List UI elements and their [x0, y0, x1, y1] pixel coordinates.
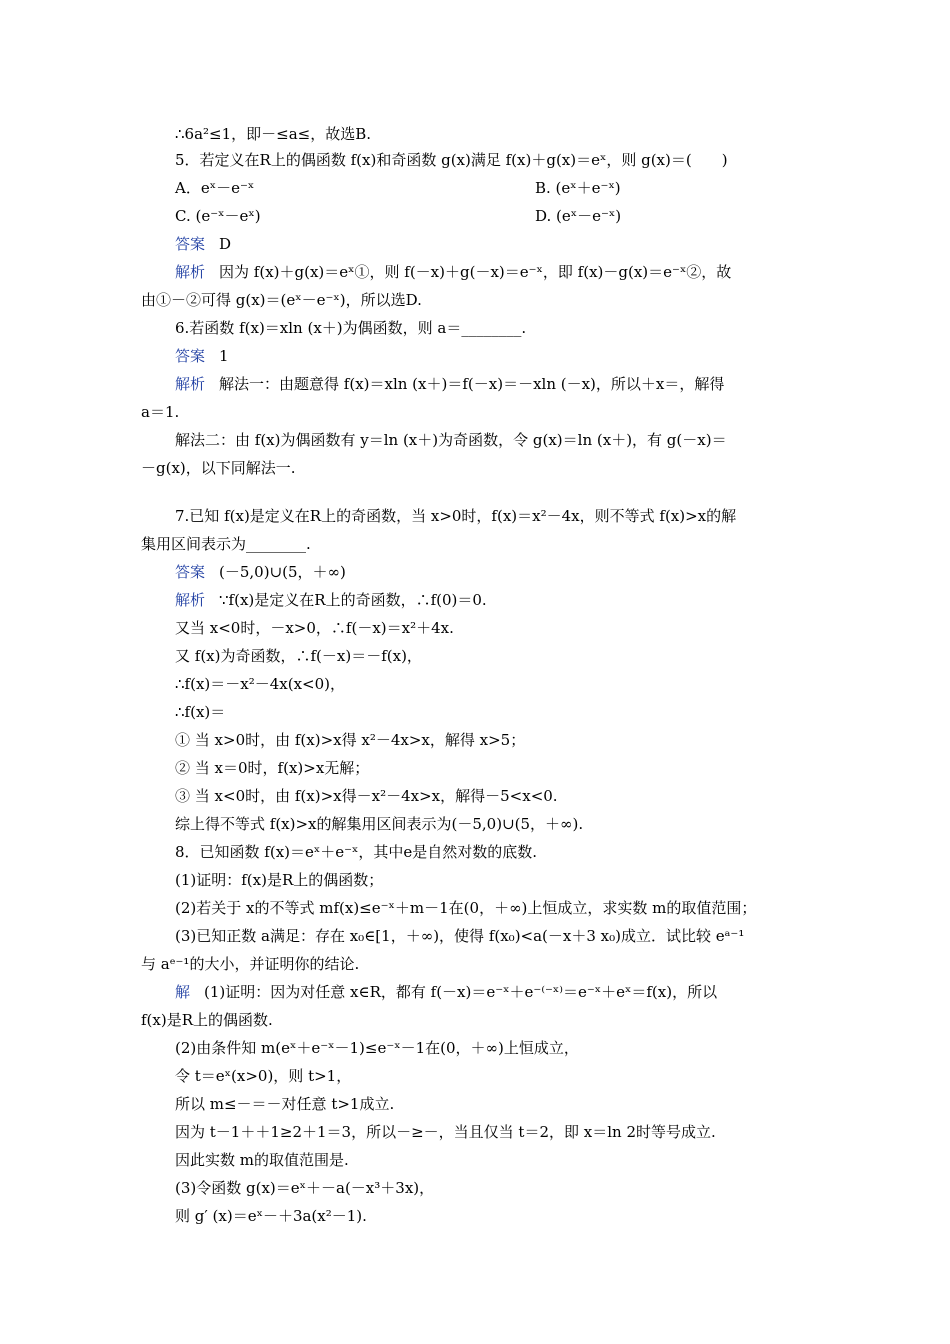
- option-b: B. (eˣ＋e⁻ˣ): [535, 179, 621, 197]
- question-5: 5．若定义在R上的偶函数 f(x)和奇函数 g(x)满足 f(x)＋g(x)＝eˣ，则 g(x)＝( ): [175, 151, 728, 169]
- question-8: 8．已知函数 f(x)＝eˣ＋e⁻ˣ，其中e是自然对数的底数.: [175, 843, 538, 861]
- text-line: f(x)是R上的偶函数.: [141, 1011, 273, 1029]
- label-tag: 答案: [175, 563, 206, 581]
- text-line: ∴f(x)＝－x²－4x(x<0)，: [175, 675, 346, 693]
- text-line: －g(x)，以下同解法一.: [141, 459, 296, 477]
- question-6: 6.若函数 f(x)＝xln (x＋)为偶函数，则 a＝________.: [175, 319, 527, 337]
- text-line: ∴6a²≤1，即－≤a≤，故选B.: [175, 125, 372, 143]
- label-tag: 解析: [175, 263, 206, 281]
- text-line: 因为 t－1＋＋1≥2＋1＝3，所以－≥－，当且仅当 t＝2，即 x＝ln 2时等号成立.: [175, 1123, 716, 1141]
- text-line: 又 f(x)为奇函数，∴f(－x)＝－f(x)，: [175, 647, 422, 665]
- solution-line: 解 (1)证明：因为对任意 x∈R，都有 f(－x)＝e⁻ˣ＋e⁻⁽⁻ˣ⁾＝e⁻ˣ＋eˣ＝f(x)，所以: [175, 983, 718, 1001]
- text-line: 综上得不等式 f(x)>x的解集用区间表示为(－5,0)∪(5，＋∞).: [175, 815, 584, 833]
- option-d: D. (eˣ－e⁻ˣ): [535, 207, 622, 225]
- text-line: (1)证明：f(x)是R上的偶函数；: [175, 871, 384, 889]
- label-tag: 答案: [175, 235, 206, 253]
- analysis-line: 解析 ∵f(x)是定义在R上的奇函数，∴f(0)＝0.: [175, 591, 487, 609]
- text-line: ② 当 x＝0时，f(x)>x无解；: [175, 759, 370, 777]
- analysis-line: 解析 解法一：由题意得 f(x)＝xln (x＋)＝f(－x)＝－xln (－x)，所以＋x＝，解得: [175, 375, 725, 393]
- text-line: 所以 m≤－＝－对任意 t>1成立.: [175, 1095, 395, 1113]
- label-tag: 解析: [175, 375, 206, 393]
- label-tag: 解: [175, 983, 191, 1001]
- option-c: C. (e⁻ˣ－eˣ): [175, 207, 261, 225]
- text-line: 解法二：由 f(x)为偶函数有 y＝ln (x＋)为奇函数，令 g(x)＝ln (x＋)，有 g(－x)＝: [175, 431, 727, 449]
- answer-line: 答案 (－5,0)∪(5，＋∞): [175, 563, 346, 581]
- text-line: a＝1.: [141, 403, 180, 421]
- text-line: ③ 当 x<0时，由 f(x)>x得－x²－4x>x，解得－5<x<0.: [175, 787, 558, 805]
- text-line: 又当 x<0时，－x>0，∴f(－x)＝x²＋4x.: [175, 619, 454, 637]
- label-tag: 解析: [175, 591, 206, 609]
- text-line: 因此实数 m的取值范围是.: [175, 1151, 349, 1169]
- analysis-line: 解析 因为 f(x)＋g(x)＝eˣ①，则 f(－x)＋g(－x)＝e⁻ˣ，即 f(x)－g(x)＝e⁻ˣ②，故: [175, 263, 732, 281]
- label-tag: 答案: [175, 347, 206, 365]
- text-line: ① 当 x>0时，由 f(x)>x得 x²－4x>x，解得 x>5；: [175, 731, 526, 749]
- text-line: ∴f(x)＝: [175, 703, 226, 721]
- text-line: 则 g′ (x)＝eˣ－＋3a(x²－1).: [175, 1207, 367, 1225]
- text-line: 与 aᵉ⁻¹的大小，并证明你的结论.: [141, 955, 360, 973]
- option-a: A．eˣ－e⁻ˣ: [175, 179, 255, 197]
- text-line: 由①－②可得 g(x)＝(eˣ－e⁻ˣ)，所以选D.: [141, 291, 422, 309]
- text-line: (2)若关于 x的不等式 mf(x)≤e⁻ˣ＋m－1在(0，＋∞)上恒成立，求实数 m的取值范围；: [175, 899, 757, 917]
- text-line: (3)已知正数 a满足：存在 x₀∈[1，＋∞)，使得 f(x₀)<a(－x＋3 x₀)成立．试比较 eᵃ⁻¹: [175, 927, 745, 945]
- question-7: 7.已知 f(x)是定义在R上的奇函数，当 x>0时，f(x)＝x²－4x，则不等式 f(x)>x的解: [175, 507, 737, 525]
- text-line: 令 t＝eˣ(x>0)，则 t>1，: [175, 1067, 352, 1085]
- text-line: 集用区间表示为________.: [141, 535, 311, 553]
- answer-line: 答案 D: [175, 235, 232, 253]
- text-line: (3)令函数 g(x)＝eˣ＋－a(－x³＋3x)，: [175, 1179, 435, 1197]
- text-line: (2)由条件知 m(eˣ＋e⁻ˣ－1)≤e⁻ˣ－1在(0，＋∞)上恒成立，: [175, 1039, 579, 1057]
- answer-line: 答案 1: [175, 347, 229, 365]
